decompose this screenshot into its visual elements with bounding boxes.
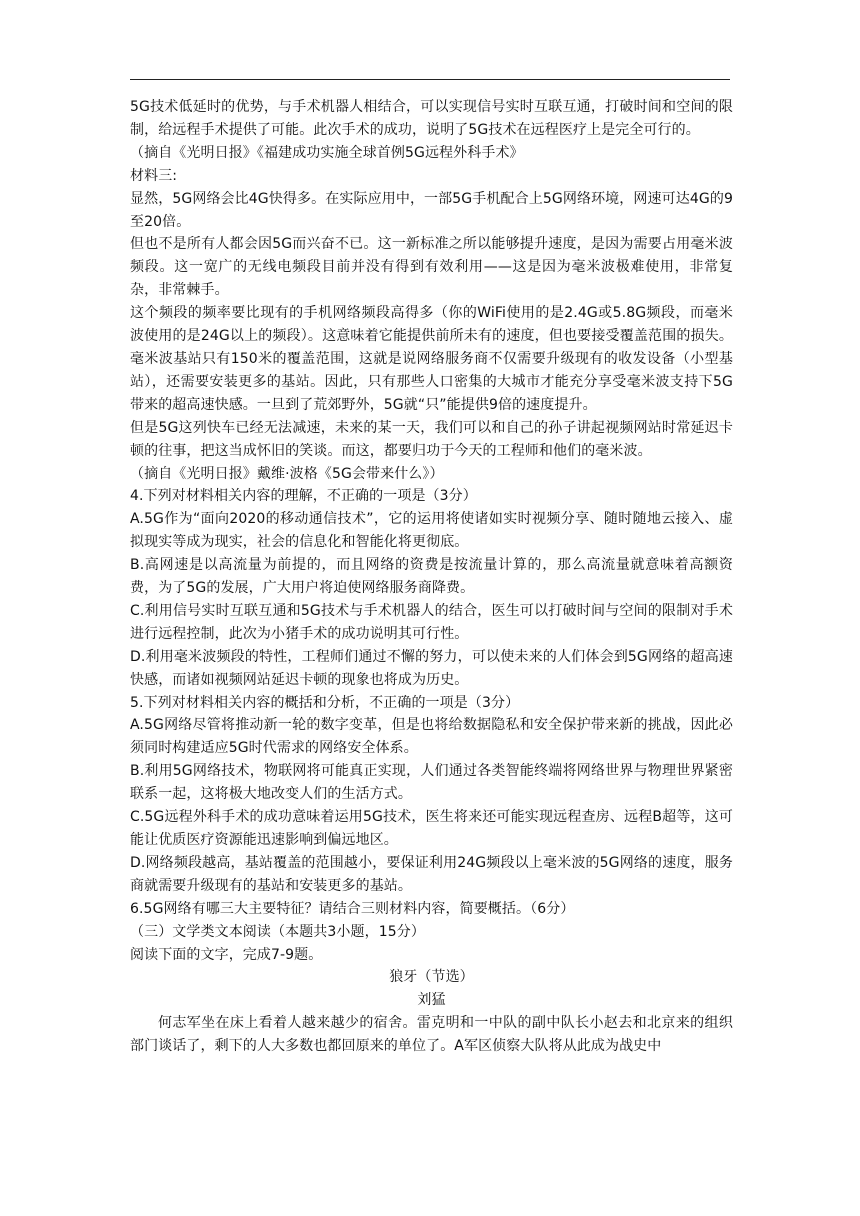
source-citation-2: （摘自《光明日报》戴维·波格《5G会带来什么》）	[130, 465, 444, 482]
paragraph-material3-3: 这个频段的频率要比现有的手机网络频段高得多（你的WiFi使用的是2.4G或5.8G频段，而毫米波使用的是24G以上的频段）。这意味着它能提供前所未有的速度，但也要接受覆盖范围的损失。毫米波基站只有150米的覆盖范围，这就是说网络服务商不仅需要升级现有的收发设备（小型基站），还需要安装更多的基站。因此，只有那些人口密集的大城市才能充分享受毫米波支持下5G带来的超高速快感。一旦到了荒郊野外，5G就“只”能提供9倍的速度提升。	[130, 305, 733, 413]
question-4-option-d: D.利用毫米波频段的特性，工程师们通过不懈的努力，可以使未来的人们体会到5G网络的超高速快感，而诸如视频网站延迟卡顿的现象也将成为历史。	[130, 648, 733, 688]
question-5-option-c: C.5G远程外科手术的成功意味着运用5G技术，医生将来还可能实现远程查房、远程B超等，这可能让优质医疗资源能迅速影响到偏远地区。	[130, 809, 733, 848]
paragraph-material3-4: 但是5G这列快车已经无法减速，未来的某一天，我们可以和自己的孙子讲起视频网站时常延迟卡顿的往事，把这当成怀旧的笑谈。而这，都要归功于今天的工程师和他们的毫米波。	[130, 419, 733, 459]
question-4-option-c: C.利用信号实时互联互通和5G技术与手术机器人的结合，医生可以打破时间与空间的限制对手术进行远程控制，此次为小猪手术的成功说明其可行性。	[130, 602, 733, 642]
material-3-heading: 材料三:	[130, 167, 178, 184]
reading-instruction: 阅读下面的文字，完成7-9题。	[130, 946, 323, 963]
section-3-heading: （三）文学类文本阅读（本题共3小题，15分）	[130, 923, 425, 940]
question-6: 6.5G网络有哪三大主要特征？请结合三则材料内容，简要概括。（6分）	[130, 900, 575, 917]
question-4-option-a: A.5G作为“面向2020的移动通信技术”，它的运用将使诸如实时视频分享、随时随地云接入、虚拟现实等成为现实，社会的信息化和智能化将更彻底。	[130, 511, 733, 551]
document-body	[130, 96, 733, 1058]
question-5-option-a: A.5G网络尽管将推动新一轮的数字变革，但是也将给数据隐私和安全保护带来新的挑战，因此必须同时构建适应5G时代需求的网络安全体系。	[130, 717, 733, 757]
story-author: 刘猛	[417, 992, 446, 1009]
source-citation-1: （摘自《光明日报》《福建成功实施全球首例5G远程外科手术》	[130, 144, 524, 161]
question-4: 4.下列对材料相关内容的理解，不正确的一项是（3分）	[130, 488, 477, 505]
question-5: 5.下列对材料相关内容的概括和分析，不正确的一项是（3分）	[130, 694, 520, 711]
paragraph-material3-2: 但也不是所有人都会因5G而兴奋不已。这一新标准之所以能够提升速度，是因为需要占用毫米波频段。这一宽广的无线电频段目前并没有得到有效利用——这是因为毫米波极难使用，非常复杂，非常棘手。	[130, 236, 733, 299]
header-rule	[130, 79, 730, 80]
paragraph-material2-end: 5G技术低延时的优势，与手术机器人相结合，可以实现信号实时互联互通，打破时间和空间的限制，给远程手术提供了可能。此次手术的成功，说明了5G技术在远程医疗上是完全可行的。	[130, 99, 733, 138]
question-5-option-b: B.利用5G网络技术，物联网将可能真正实现，人们通过各类智能终端将网络世界与物理世界紧密联系一起，这将极大地改变人们的生活方式。	[130, 763, 733, 803]
paragraph-material3-1: 显然，5G网络会比4G快得多。在实际应用中，一部5G手机配合上5G网络环境，网速可达4G的9至20倍。	[130, 190, 733, 230]
question-5-option-d: D.网络频段越高，基站覆盖的范围越小，要保证利用24G频段以上毫米波的5G网络的速度，服务商就需要升级现有的基站和安装更多的基站。	[130, 854, 733, 894]
question-4-option-b: B.高网速是以高流量为前提的，而且网络的资费是按流量计算的，那么高流量就意味着高额资费，为了5G的发展，广大用户将迫使网络服务商降费。	[130, 557, 733, 597]
story-title: 狼牙（节选）	[389, 969, 474, 986]
story-paragraph-1: 何志军坐在床上看着人越来越少的宿舍。雷克明和一中队的副中队长小赵去和北京来的组织部门谈话了，剩下的人大多数也都回原来的单位了。A军区侦察大队将从此成为战史中	[130, 1015, 733, 1055]
